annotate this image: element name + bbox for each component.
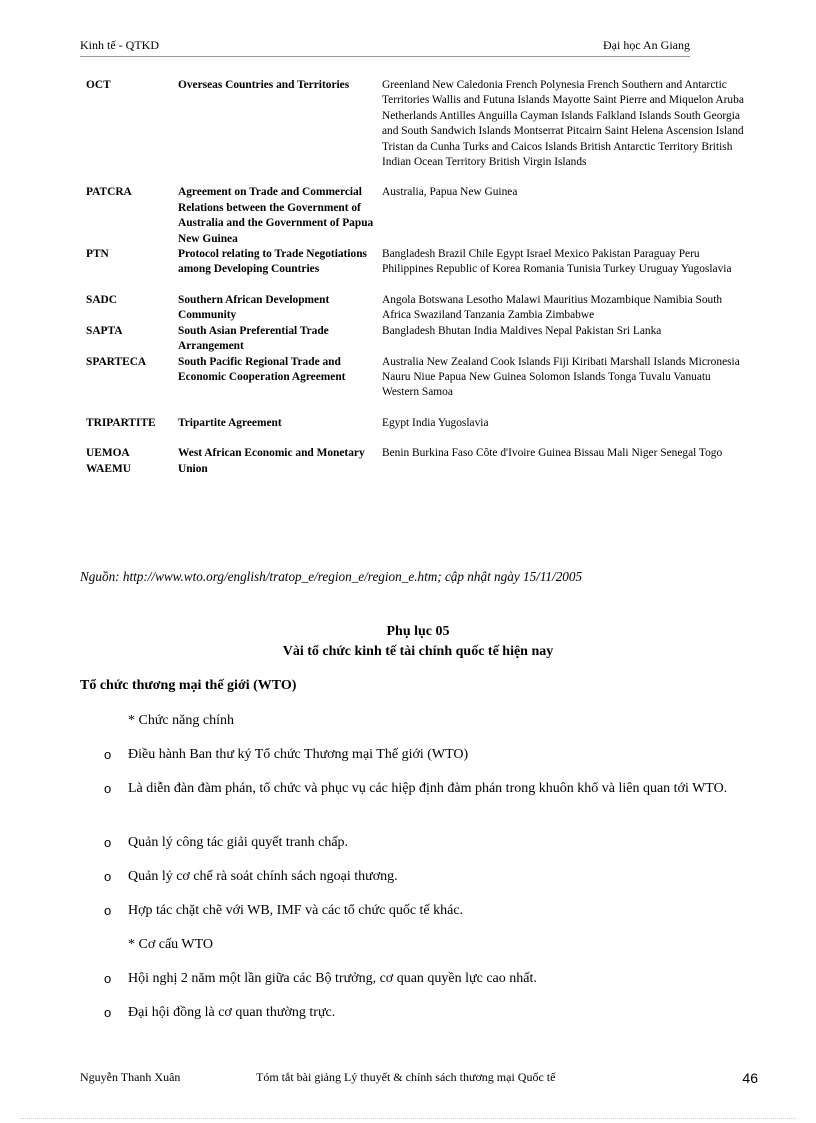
source-note: Nguồn: http://www.wto.org/english/tratop_e/region_e/region_e.htm; cập nhật ngày 15/11/2005 [80,569,583,584]
appendix-subtitle: Vài tổ chức kinh tế tài chính quốc tế hiện nay [282,644,554,659]
rta-members: Australia, Papua New Guinea [382,186,518,199]
rta-agreement-name: South Pacific Regional Trade and Economic Cooperation Agreement [178,355,346,383]
rta-code [86,446,178,477]
structure-subheading: * Cơ cấu WTO [128,937,214,952]
rta-code-line: WAEMU [86,462,131,475]
rta-members: Egypt India Yugoslavia [382,416,489,429]
rta-row [86,78,746,185]
rta-table [86,78,746,477]
rta-code [86,185,178,247]
rta-members: Bangladesh Bhutan India Maldives Nepal Pakistan Sri Lanka [382,324,662,337]
rta-agreement-name: Protocol relating to Trade Negotiations among Developing Countries [178,248,367,276]
rta-code [86,247,178,293]
structure-item-text: Đại hội đồng là cơ quan thường trực. [128,1005,336,1020]
function-item [80,901,755,921]
rta-row [86,293,746,324]
rta-agreement-name: West African Economic and Monetary Union [178,447,365,475]
bullet-marker: o [104,971,112,986]
bullet-marker: o [104,869,112,884]
bullet-marker: o [104,781,112,796]
functions-subheading: * Chức năng chính [128,713,234,728]
bullet-marker: o [104,903,112,918]
rta-agreement-name: South Asian Preferential Trade Arrangement [178,324,329,353]
bullet-marker: o [104,1005,112,1020]
bullet-marker: o [104,835,112,850]
rta-agreement-name: Agreement on Trade and Commercial Relations between the Government of Australia and the Government of Papua New Guinea [178,186,374,245]
rta-agreement-name: Tripartite Agreement [178,416,282,429]
functions-subheading-block [80,711,755,731]
function-item-text: Điều hành Ban thư ký Tổ chức Thương mại Thế giới (WTO) [128,747,469,762]
rta-code [86,355,178,416]
rta-row [86,247,746,293]
rta-row [86,446,746,477]
rta-code-line: PATCRA [86,186,132,199]
function-item-text: Hợp tác chặt chẽ với WB, IMF và các tổ chức quốc tế khác. [128,903,464,918]
rta-code [86,416,178,446]
appendix-label: Phụ lục 05 [386,624,450,639]
rta-members: Angola Botswana Lesotho Malawi Mauritius Mozambique Namibia South Africa Swaziland Tanzania Zambia Zimbabwe [382,293,723,322]
header-left: Kinh tế - QTKD [80,38,159,52]
rta-code [86,293,178,324]
function-item [80,833,755,853]
footer-rule [20,1118,796,1119]
rta-code-line: TRIPARTITE [86,416,156,429]
function-item [80,867,755,887]
footer-author: Nguyễn Thanh Xuân [80,1070,181,1084]
rta-code [86,78,178,185]
rta-members: Benin Burkina Faso Côte d'Ivoire Guinea Bissau Mali Niger Senegal Togo [382,447,723,460]
rta-code-line: PTN [86,248,109,261]
rta-row [86,185,746,247]
function-item-text: Quản lý công tác giải quyết tranh chấp. [128,835,349,850]
rta-row [86,324,746,355]
rta-row [86,355,746,416]
rta-code-line: SAPTA [86,324,123,337]
structure-subheading-block [80,935,755,955]
function-item-text: Quản lý cơ chế rà soát chính sách ngoại thương. [128,869,398,884]
footer-course: Tóm tắt bài giảng Lý thuyết & chính sách thương mại Quốc tế [256,1070,556,1084]
rta-code-line: SADC [86,293,118,306]
rta-members: Australia New Zealand Cook Islands Fiji Kiribati Marshall Islands Micronesia Nauru Niue Papua New Guinea Solomon Islands Tonga Tuvalu Vanuatu Western Samoa [382,355,740,399]
structure-item [80,1003,755,1023]
rta-row [86,416,746,446]
page-header [80,38,690,57]
rta-table-body [86,78,746,477]
function-item [80,779,755,799]
header-right: Đại học An Giang [603,38,690,52]
structure-item-text: Hội nghị 2 năm một lần giữa các Bộ trưởng, cơ quan quyền lực cao nhất. [128,971,537,986]
appendix-title [0,622,816,662]
section-heading: Tổ chức thương mại thế giới (WTO) [80,678,297,693]
page-footer [80,1070,760,1090]
function-item [80,745,755,765]
rta-code-line: UEMOA [86,447,130,460]
structure-item [80,969,755,989]
rta-members: Bangladesh Brazil Chile Egypt Israel Mexico Pakistan Paraguay Peru Philippines Republic of Korea Romania Tunisia Turkey Uruguay Yugoslavia [382,248,732,276]
function-item-text: Là diễn đàn đàm phán, tổ chức và phục vụ các hiệp định đàm phán trong khuôn khổ và liên quan tới WTO. [128,781,728,796]
rta-code [86,324,178,355]
rta-members: Greenland New Caledonia French Polynesia French Southern and Antarctic Territories Wallis and Futuna Islands Mayotte Saint Pierre and Miquelon Aruba Netherlands Antilles Anguilla Cayman Islands Falkland Islands South Georgia and South Sandwich Islands Montserrat Pitcairn Saint Helena Ascension Island Tristan da Cunha Turks and Caicos Islands British Antarctic Territory British Indian Ocean Territory British Virgin Islands [382,79,744,169]
page-number: 46 [742,1070,758,1086]
rta-agreement-name: Overseas Countries and Territories [178,79,350,91]
bullet-marker: o [104,747,112,762]
rta-code-line: SPARTECA [86,355,147,368]
rta-code-line: OCT [86,79,111,91]
rta-agreement-name: Southern African Development Community [178,293,330,322]
